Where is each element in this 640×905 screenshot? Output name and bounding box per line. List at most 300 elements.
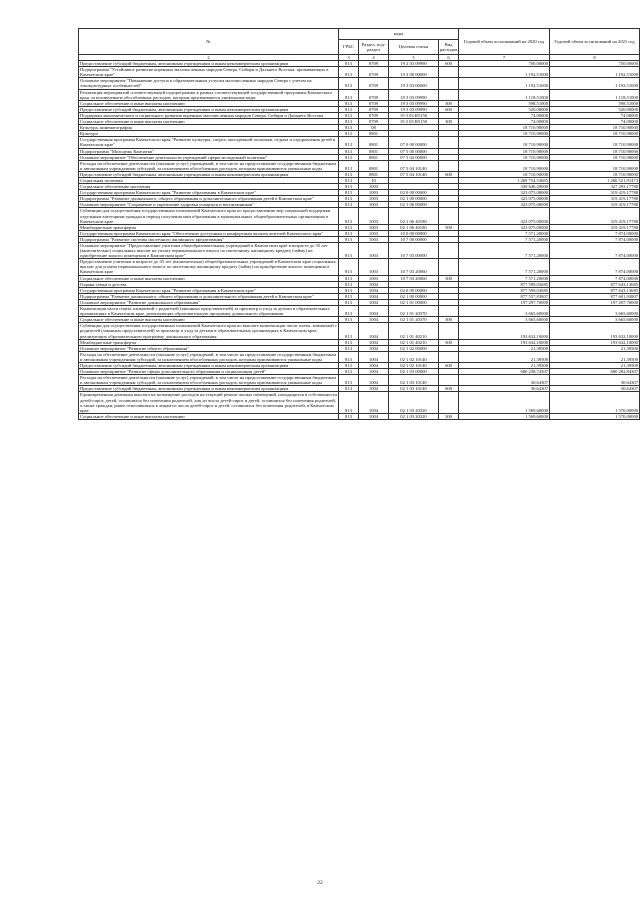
- page-number: 22: [317, 880, 323, 886]
- row-section-cell: 1004: [359, 386, 389, 392]
- row-name-cell: Подпрограмма "Устойчивое развитие коренных малочисленных народов Севера, Сибири и Дальнего Востока, проживающих в Камчатском крае": [79, 67, 339, 78]
- row-target-article-cell: 02 1 01 20370: [389, 317, 439, 323]
- row-target-article-cell: 02 1 03 10140: [389, 375, 439, 386]
- row-amount-2021-cell: 18 710,90000: [550, 131, 640, 137]
- row-grbs-cell: 813: [339, 243, 359, 259]
- row-expense-type-cell: 300: [439, 317, 459, 323]
- row-name-cell: Единовременная денежная выплата на возмещение расходов на текущий ремонт жилых помещений, находящихся в собственности детей-сирот, детей, оставшихся без попечения родителей, лиц из числа детей-сирот и детей, оставшихся без попечения родителей, а также граждан, ранее относившихся к лицам из числа детей-сирот и детей, оставшихся без попечения родителей, в Камчатском крае: [80, 392, 337, 413]
- row-target-article-cell: 02 1 06 40180: [389, 208, 439, 224]
- row-name-cell: Реализация мероприятий соответствующей подпрограммы в рамках соответствующей государственной программы Камчатского края, за исключением обособленных расходов, которым присваиваются уникальные коды: [79, 89, 339, 100]
- row-grbs-cell: 813: [339, 224, 359, 230]
- row-grbs-cell: 813: [339, 230, 359, 236]
- row-amount-2020-cell: 7 571,20000: [459, 236, 550, 242]
- row-target-article-cell: 07 5 04 00000: [389, 154, 439, 160]
- row-name-cell: Государственная программа Камчатского края "Обеспечение доступным и комфортным жильем жителей Камчатского края": [79, 230, 339, 236]
- row-section-cell: 0801: [359, 154, 389, 160]
- row-expense-type-cell: 600: [439, 362, 459, 368]
- row-grbs-cell: 813: [339, 119, 359, 125]
- row-target-article-cell: 19 3 00 00000: [389, 67, 439, 78]
- row-section-cell: 1004: [359, 299, 389, 305]
- row-name-cell: Предоставление субсидий бюджетным, автономным учреждениям и иным некоммерческим организациям: [79, 171, 339, 177]
- row-grbs-cell: 813: [339, 190, 359, 196]
- row-amount-2021-cell: 7 874,00000: [550, 259, 640, 275]
- table-row: [79, 137, 640, 148]
- row-section-cell: 1004: [359, 345, 389, 351]
- row-expense-type-cell: [439, 259, 459, 275]
- row-amount-2021-cell: 1 570,00000: [550, 392, 640, 413]
- row-section-cell: 1004: [359, 392, 389, 413]
- row-section-cell: 1004: [359, 323, 389, 339]
- row-name-cell: Межбюджетные трансферты: [79, 224, 339, 230]
- row-amount-2020-cell: 323 075,00000: [459, 190, 550, 196]
- row-name-cell: Государственная программа Камчатского края "Развитие культуры, спорта, молодежной политики, отдыха и оздоровления детей в Камчатском крае": [79, 137, 339, 148]
- row-amount-2020-cell: 18 710,90000: [459, 125, 550, 131]
- row-amount-2020-cell: 680 238,74307: [459, 369, 550, 375]
- header-grbs: ГРБС: [339, 40, 359, 55]
- row-amount-2020-cell: 21,39500: [459, 362, 550, 368]
- row-amount-2020-cell: 598,51000: [459, 100, 550, 106]
- table-row: [79, 259, 640, 275]
- row-amount-2020-cell: 323 075,00000: [459, 224, 550, 230]
- row-amount-2021-cell: 18 710,90000: [550, 154, 640, 160]
- row-name-cell: Расходы на обеспечение деятельности (оказание услуг) учреждений, в том числе на предоставление государственным бюджетным и автономным учреждениям субсидий, за исключением обособленных расходов, которым присваиваются уникальные коды: [79, 160, 339, 171]
- row-grbs-cell: 813: [339, 375, 359, 386]
- row-section-cell: 1003: [359, 275, 389, 281]
- row-name-cell: Субвенции для осуществления государственных полномочий Камчатского края по выплате компенсации части платы, взимаемой с родителей (законных представителей) за присмотр и уход за детьми в образовательных организациях в Камчатском крае, реализующих образовательную программу дошкольного образования: [80, 323, 337, 339]
- row-amount-2021-cell: 74,00000: [550, 119, 640, 125]
- row-amount-2021-cell: 877 601,93807: [550, 293, 640, 299]
- row-target-article-cell: 19 3 03 09990: [389, 106, 439, 112]
- row-amount-2021-cell: 30,64307: [550, 375, 640, 386]
- row-section-cell: 1004: [359, 375, 389, 386]
- column-number-cell: 6: [439, 55, 459, 61]
- row-amount-2021-cell: 7 874,00000: [550, 236, 640, 242]
- table-body: [79, 61, 640, 420]
- row-amount-2020-cell: 1 192,51000: [459, 67, 550, 78]
- row-amount-2021-cell: 7 874,00000: [550, 275, 640, 281]
- row-section-cell: 1003: [359, 243, 389, 259]
- row-grbs-cell: 813: [339, 275, 359, 281]
- row-target-article-cell: 02 1 06 40180: [389, 224, 439, 230]
- row-name-cell: Основное мероприятие "Предоставление учителям общеобразовательных учреждений в Камчатском крае в возрасте до 35 лет (включительно) социальных выплат на уплату первоначального взноса по ипотечному жилищному кредиту (займу) на приобретение жилого помещения в Камчатском крае": [79, 243, 339, 259]
- row-name-cell: Подпрограмма "Развитие системы ипотечного жилищного кредитования": [79, 236, 339, 242]
- table-row: [79, 392, 640, 413]
- column-number-cell: 3: [339, 55, 359, 61]
- row-amount-2021-cell: 319 419,17788: [550, 202, 640, 208]
- row-grbs-cell: 813: [339, 208, 359, 224]
- row-amount-2020-cell: 7 571,20000: [459, 259, 550, 275]
- row-target-article-cell: 10 7 03 20060: [389, 259, 439, 275]
- row-section-cell: 0801: [359, 131, 389, 137]
- row-amount-2021-cell: 18 710,90000: [550, 160, 640, 171]
- row-grbs-cell: 813: [339, 137, 359, 148]
- row-target-article-cell: 02 1 03 20320: [389, 413, 439, 419]
- row-grbs-cell: 813: [339, 89, 359, 100]
- row-amount-2020-cell: 7 571,20000: [459, 230, 550, 236]
- row-target-article-cell: 10 7 03 20060: [389, 275, 439, 281]
- row-grbs-cell: 813: [339, 131, 359, 137]
- row-grbs-cell: 813: [339, 306, 359, 317]
- row-section-cell: 10: [359, 177, 389, 183]
- row-amount-2020-cell: 30,64307: [459, 386, 550, 392]
- row-amount-2021-cell: 750,00000: [550, 61, 640, 67]
- row-amount-2021-cell: 1 192,51000: [550, 78, 640, 89]
- row-target-article-cell: 19 3 03 R5150: [389, 119, 439, 125]
- row-name-cell: Подпрограмма "Молодежь Камчатки": [79, 148, 339, 154]
- row-target-article-cell: 10 7 03 00000: [389, 243, 439, 259]
- row-amount-2020-cell: 330 646,20000: [459, 184, 550, 190]
- row-expense-type-cell: [439, 78, 459, 89]
- row-amount-2021-cell: 18 710,90000: [550, 125, 640, 131]
- row-grbs-cell: 813: [339, 236, 359, 242]
- row-name-cell: Основное мероприятие "Развитие общего образования": [79, 345, 339, 351]
- row-section-cell: 1004: [359, 281, 389, 287]
- row-amount-2020-cell: 7 571,20000: [459, 243, 550, 259]
- row-expense-type-cell: 500: [439, 224, 459, 230]
- row-amount-2020-cell: 18 710,90000: [459, 171, 550, 177]
- row-expense-type-cell: [439, 306, 459, 317]
- row-amount-2021-cell: 319 419,17788: [550, 208, 640, 224]
- row-section-cell: 0801: [359, 148, 389, 154]
- row-expense-type-cell: 300: [439, 119, 459, 125]
- row-grbs-cell: 813: [339, 125, 359, 131]
- row-name-cell: Социальное обеспечение и иные выплаты населению: [79, 275, 339, 281]
- row-name-cell: Государственная программа Камчатского края "Развитие образования в Камчатском крае": [79, 287, 339, 293]
- header-razdel: Раздел, под-раздел: [359, 40, 389, 55]
- row-section-cell: 1004: [359, 293, 389, 299]
- row-section-cell: 0709: [359, 78, 389, 89]
- row-grbs-cell: 813: [339, 112, 359, 118]
- row-amount-2020-cell: 520,00000: [459, 106, 550, 112]
- row-name-cell: Межбюджетные трансферты: [79, 339, 339, 345]
- column-number-cell: 5: [389, 55, 439, 61]
- table-row: [79, 351, 640, 362]
- row-amount-2020-cell: 1 192,51000: [459, 78, 550, 89]
- row-target-article-cell: 02 1 02 00000: [389, 345, 439, 351]
- row-target-article-cell: 02 1 01 00000: [389, 299, 439, 305]
- row-amount-2021-cell: 18 710,90000: [550, 148, 640, 154]
- row-section-cell: 0709: [359, 67, 389, 78]
- row-target-article-cell: 19 3 03 R5150: [389, 112, 439, 118]
- row-amount-2020-cell: 877 557,83807: [459, 293, 550, 299]
- row-name-cell: Расходы на обеспечение деятельности (оказание услуг) учреждений, в том числе на предоставление государственным бюджетным и автономным учреждениям субсидий, за исключением обособленных расходов, которым присваиваются уникальные коды: [79, 375, 339, 386]
- row-section-cell: 0709: [359, 61, 389, 67]
- row-amount-2020-cell: 74,00000: [459, 119, 550, 125]
- row-grbs-cell: 813: [339, 177, 359, 183]
- table-row: [79, 208, 640, 224]
- row-target-article-cell: 10 7 00 00000: [389, 236, 439, 242]
- row-section-cell: 1003: [359, 196, 389, 202]
- row-amount-2021-cell: 7 874,00000: [550, 243, 640, 259]
- row-amount-2021-cell: 7 874,00000: [550, 230, 640, 236]
- row-grbs-cell: 813: [339, 160, 359, 171]
- row-name-cell: Расходы на обеспечение деятельности (оказание услуг) учреждений, в том числе на предоставление государственным бюджетным и автономным учреждениям субсидий, за исключением обособленных расходов, которым присваиваются уникальные коды: [79, 351, 339, 362]
- row-name-cell: Социальное обеспечение и иные выплаты населению: [79, 413, 339, 419]
- row-expense-type-cell: 300: [439, 100, 459, 106]
- row-grbs-cell: 813: [339, 259, 359, 275]
- row-name-cell: Предоставление субсидий бюджетным, автономным учреждениям и иным некоммерческим организациям: [79, 362, 339, 368]
- row-grbs-cell: 813: [339, 299, 359, 305]
- row-section-cell: 0709: [359, 89, 389, 100]
- row-section-cell: 1004: [359, 306, 389, 317]
- row-target-article-cell: 02 1 03 00000: [389, 369, 439, 375]
- row-expense-type-cell: 600: [439, 171, 459, 177]
- row-grbs-cell: 813: [339, 293, 359, 299]
- row-target-article-cell: 19 3 03 09990: [389, 100, 439, 106]
- table-row: [79, 323, 640, 339]
- row-amount-2021-cell: 193 632,10000: [550, 323, 640, 339]
- row-target-article-cell: 02 1 01 40210: [389, 323, 439, 339]
- row-amount-2020-cell: 18 710,90000: [459, 148, 550, 154]
- row-amount-2020-cell: 18 710,90000: [459, 137, 550, 148]
- row-target-article-cell: 02 1 03 10140: [389, 386, 439, 392]
- row-amount-2020-cell: 1 569,60000: [459, 413, 550, 419]
- row-expense-type-cell: [439, 392, 459, 413]
- row-amount-2020-cell: 3 665,60000: [459, 317, 550, 323]
- row-amount-2020-cell: 74,00000: [459, 112, 550, 118]
- row-target-article-cell: 10 0 00 00000: [389, 230, 439, 236]
- row-section-cell: 1004: [359, 362, 389, 368]
- row-section-cell: 0709: [359, 106, 389, 112]
- row-expense-type-cell: [439, 160, 459, 171]
- row-target-article-cell: 02 1 01 40210: [389, 339, 439, 345]
- row-amount-2020-cell: 18 710,90000: [459, 154, 550, 160]
- row-name-cell: Поддержка экономического и социального развития коренных малочисленных народов Севера, Сибири и Дальнего Востока: [79, 112, 339, 118]
- row-name-cell: Основное мероприятие "Развитие дошкольного образования": [79, 299, 339, 305]
- row-grbs-cell: 813: [339, 154, 359, 160]
- row-name-cell: Социальное обеспечение и иные выплаты населению: [79, 100, 339, 106]
- row-name-cell: Социальное обеспечение населения: [79, 184, 339, 190]
- row-amount-2021-cell: 21,39500: [550, 345, 640, 351]
- row-amount-2020-cell: 323 075,00000: [459, 208, 550, 224]
- row-amount-2021-cell: 877 643,13685: [550, 281, 640, 287]
- row-name-cell: Культура: [79, 131, 339, 137]
- row-name-cell: Подпрограмма "Развитие дошкольного, общего образования и дополнительного образования детей в Камчатском крае": [79, 293, 339, 299]
- row-amount-2021-cell: 1 118,51000: [550, 89, 640, 100]
- row-amount-2020-cell: 323 075,00000: [459, 196, 550, 202]
- row-section-cell: 0709: [359, 112, 389, 118]
- row-section-cell: 1003: [359, 208, 389, 224]
- row-amount-2021-cell: 21,39500: [550, 351, 640, 362]
- row-amount-2020-cell: 30,64307: [459, 375, 550, 386]
- row-amount-2021-cell: 30,64307: [550, 386, 640, 392]
- row-name-cell: Основное мероприятие "Обеспечение деятельности учреждений сферы молодежной политики": [79, 154, 339, 160]
- row-name-cell: Социальное обеспечение и иные выплаты населению: [79, 119, 339, 125]
- row-expense-type-cell: [439, 351, 459, 362]
- row-amount-2020-cell: 7 571,20000: [459, 275, 550, 281]
- column-number-cell: 2: [79, 55, 339, 61]
- column-number-cell: 7: [459, 55, 550, 61]
- row-section-cell: 0801: [359, 160, 389, 171]
- row-section-cell: 08: [359, 125, 389, 131]
- row-name-cell: Социальное обеспечение и иные выплаты населению: [79, 317, 339, 323]
- row-grbs-cell: 813: [339, 323, 359, 339]
- row-section-cell: 1004: [359, 317, 389, 323]
- row-amount-2021-cell: 598,51000: [550, 100, 640, 106]
- row-grbs-cell: 813: [339, 369, 359, 375]
- row-grbs-cell: 813: [339, 281, 359, 287]
- row-amount-2021-cell: 18 710,90000: [550, 171, 640, 177]
- column-number-cell: 4: [359, 55, 389, 61]
- row-grbs-cell: 813: [339, 351, 359, 362]
- row-grbs-cell: 813: [339, 386, 359, 392]
- row-amount-2021-cell: 319 419,17788: [550, 196, 640, 202]
- row-name-cell: Основное мероприятие "Повышение доступа к образовательным услугам малочисленных народов Севера с учетом их этнокультурных особенностей": [79, 78, 339, 89]
- row-grbs-cell: 813: [339, 148, 359, 154]
- budget-table: [78, 28, 640, 420]
- row-amount-2020-cell: 21,39500: [459, 345, 550, 351]
- row-section-cell: 1004: [359, 287, 389, 293]
- row-expense-type-cell: [439, 89, 459, 100]
- row-expense-type-cell: [439, 375, 459, 386]
- row-target-article-cell: 07 5 04 10140: [389, 160, 439, 171]
- row-grbs-cell: 813: [339, 317, 359, 323]
- row-target-article-cell: 02 1 00 00000: [389, 196, 439, 202]
- table-row: [79, 375, 640, 386]
- row-name-cell: Социальная политика: [79, 177, 339, 183]
- row-name-cell: Государственная программа Камчатского края "Развитие образования в Камчатском крае": [79, 190, 339, 196]
- row-expense-type-cell: [439, 137, 459, 148]
- row-target-article-cell: 19 2 03 09990: [389, 61, 439, 67]
- row-expense-type-cell: 600: [439, 106, 459, 112]
- row-name-cell: Субвенции для осуществления государственных полномочий Камчатского края по предоставлению мер социальной поддержки отдельным категориям граждан в период получения ими образования в муниципальных общеобразовательных организациях в Камчатском крае: [79, 208, 339, 224]
- row-name-cell: Охрана семьи и детства: [79, 281, 339, 287]
- row-section-cell: 0709: [359, 119, 389, 125]
- row-grbs-cell: 813: [339, 61, 359, 67]
- row-amount-2021-cell: 1 570,00000: [550, 413, 640, 419]
- row-amount-2021-cell: 680 282,84307: [550, 369, 640, 375]
- table-row: [79, 78, 640, 89]
- row-section-cell: 0801: [359, 137, 389, 148]
- row-amount-2021-cell: 3 665,60000: [550, 306, 640, 317]
- row-target-article-cell: 07 5 04 10140: [389, 171, 439, 177]
- row-target-article-cell: 02 1 01 20370: [389, 306, 439, 317]
- row-amount-2021-cell: 3 665,60000: [550, 317, 640, 323]
- row-name-cell: Компенсация части платы, взимаемой с родителей (законных представителей) за присмотр и уход за детьми в образовательных организациях в Камчатском крае, реализующих образовательную программу дошкольного образования: [79, 306, 339, 317]
- row-section-cell: 1003: [359, 259, 389, 275]
- header-target-article: Целевая статья: [389, 40, 439, 55]
- row-grbs-cell: 813: [339, 184, 359, 190]
- row-grbs-cell: 813: [339, 67, 359, 78]
- row-amount-2021-cell: 193 632,10000: [550, 339, 640, 345]
- row-section-cell: 1003: [359, 184, 389, 190]
- table-row: [79, 160, 640, 171]
- budget-table-sheet: [78, 28, 639, 420]
- row-expense-type-cell: 600: [439, 61, 459, 67]
- row-name-cell: Культура, кинематография: [79, 125, 339, 131]
- row-expense-type-cell: 500: [439, 339, 459, 345]
- header-number: №: [79, 29, 339, 55]
- row-section-cell: 0801: [359, 171, 389, 177]
- row-grbs-cell: 813: [339, 392, 359, 413]
- row-grbs-cell: 813: [339, 413, 359, 419]
- row-target-article-cell: 02 1 03 20320: [389, 392, 439, 413]
- row-expense-type-cell: [439, 208, 459, 224]
- row-amount-2020-cell: 18 710,90000: [459, 160, 550, 171]
- row-expense-type-cell: 300: [439, 275, 459, 281]
- row-section-cell: 1004: [359, 369, 389, 375]
- row-amount-2020-cell: 21,39500: [459, 351, 550, 362]
- row-section-cell: 1003: [359, 190, 389, 196]
- row-target-article-cell: 19 3 03 09990: [389, 89, 439, 100]
- table-row: [79, 306, 640, 317]
- row-grbs-cell: 813: [339, 196, 359, 202]
- row-expense-type-cell: [439, 323, 459, 339]
- row-section-cell: 1003: [359, 236, 389, 242]
- row-target-article-cell: 02 0 00 00000: [389, 190, 439, 196]
- row-amount-2020-cell: 1 569,60000: [459, 392, 550, 413]
- header-year-2020: Годовой объем ассигнований на 2020 год: [459, 29, 550, 55]
- row-target-article-cell: 02 1 02 10140: [389, 351, 439, 362]
- row-amount-2021-cell: 1 192,51000: [550, 67, 640, 78]
- row-section-cell: 1003: [359, 224, 389, 230]
- row-expense-type-cell: 300: [439, 413, 459, 419]
- row-target-article-cell: 02 1 06 00000: [389, 202, 439, 208]
- row-grbs-cell: 813: [339, 339, 359, 345]
- row-grbs-cell: 813: [339, 106, 359, 112]
- header-codes: коды: [339, 29, 459, 40]
- row-expense-type-cell: 600: [439, 386, 459, 392]
- row-amount-2021-cell: 877 643,13685: [550, 287, 640, 293]
- row-section-cell: 1004: [359, 351, 389, 362]
- row-amount-2020-cell: 193 632,10000: [459, 323, 550, 339]
- row-name-cell: Основное мероприятие "Развитие сферы дополнительного образования и социализации детей": [79, 369, 339, 375]
- row-grbs-cell: 813: [339, 202, 359, 208]
- row-expense-type-cell: [439, 243, 459, 259]
- row-target-article-cell: 02 1 02 10140: [389, 362, 439, 368]
- row-name-cell: Предоставление учителям в возрасте до 35 лет (включительно) общеобразовательных учреждений в Камчатском крае социальных выплат для уплаты первоначального взноса по ипотечному жилищному кредиту (займу) на приобретение жилого помещения в Камчатском крае: [79, 259, 339, 275]
- row-amount-2021-cell: 319 419,17788: [550, 190, 640, 196]
- row-target-article-cell: 07 0 00 00000: [389, 137, 439, 148]
- row-amount-2020-cell: 3 665,60000: [459, 306, 550, 317]
- row-amount-2020-cell: 877 599,03685: [459, 281, 550, 287]
- row-amount-2021-cell: 197 297,70000: [550, 299, 640, 305]
- table-row: [79, 67, 640, 78]
- row-amount-2021-cell: 18 710,90000: [550, 137, 640, 148]
- row-expense-type-cell: [439, 67, 459, 78]
- row-amount-2020-cell: 877 599,03685: [459, 287, 550, 293]
- row-section-cell: 1003: [359, 230, 389, 236]
- row-grbs-cell: 813: [339, 171, 359, 177]
- row-amount-2020-cell: 1 118,51000: [459, 89, 550, 100]
- header-expense-type: Вид расходов: [439, 40, 459, 55]
- column-number-cell: 8: [550, 55, 640, 61]
- row-name-cell: Подпрограмма "Развитие дошкольного, общего образования и дополнительного образования детей в Камчатском крае": [79, 196, 339, 202]
- row-grbs-cell: 813: [339, 78, 359, 89]
- row-amount-2020-cell: 193 632,10000: [459, 339, 550, 345]
- header-year-2021: Годовой объем ассигнований на 2021 год: [550, 29, 640, 55]
- row-name-cell: Предоставление субсидий бюджетным, автономным учреждениям и иным некоммерческим организациям: [79, 106, 339, 112]
- row-grbs-cell: 813: [339, 345, 359, 351]
- row-grbs-cell: 813: [339, 287, 359, 293]
- row-amount-2021-cell: 327 293,17788: [550, 184, 640, 190]
- table-row: [79, 243, 640, 259]
- row-target-article-cell: 02 0 00 00000: [389, 287, 439, 293]
- row-name-cell: Предоставление субсидий бюджетным, автономным учреждениям и иным некоммерческим организациям: [79, 386, 339, 392]
- row-amount-2021-cell: 520,00000: [550, 106, 640, 112]
- row-grbs-cell: 813: [339, 100, 359, 106]
- row-grbs-cell: 813: [339, 362, 359, 368]
- row-amount-2020-cell: 18 710,90000: [459, 131, 550, 137]
- row-name-cell: Предоставление субсидий бюджетным, автономным учреждениям и иным некоммерческим организациям: [79, 61, 339, 67]
- row-section-cell: 0709: [359, 100, 389, 106]
- table-row: [79, 413, 640, 419]
- row-amount-2020-cell: 700,00000: [459, 61, 550, 67]
- row-amount-2021-cell: 74,00000: [550, 112, 640, 118]
- row-amount-2021-cell: 1 266 521,91473: [550, 177, 640, 183]
- row-name-cell: Основное мероприятие "Сохранение и укрепление здоровья учащихся и воспитанников": [79, 202, 339, 208]
- row-section-cell: 1004: [359, 339, 389, 345]
